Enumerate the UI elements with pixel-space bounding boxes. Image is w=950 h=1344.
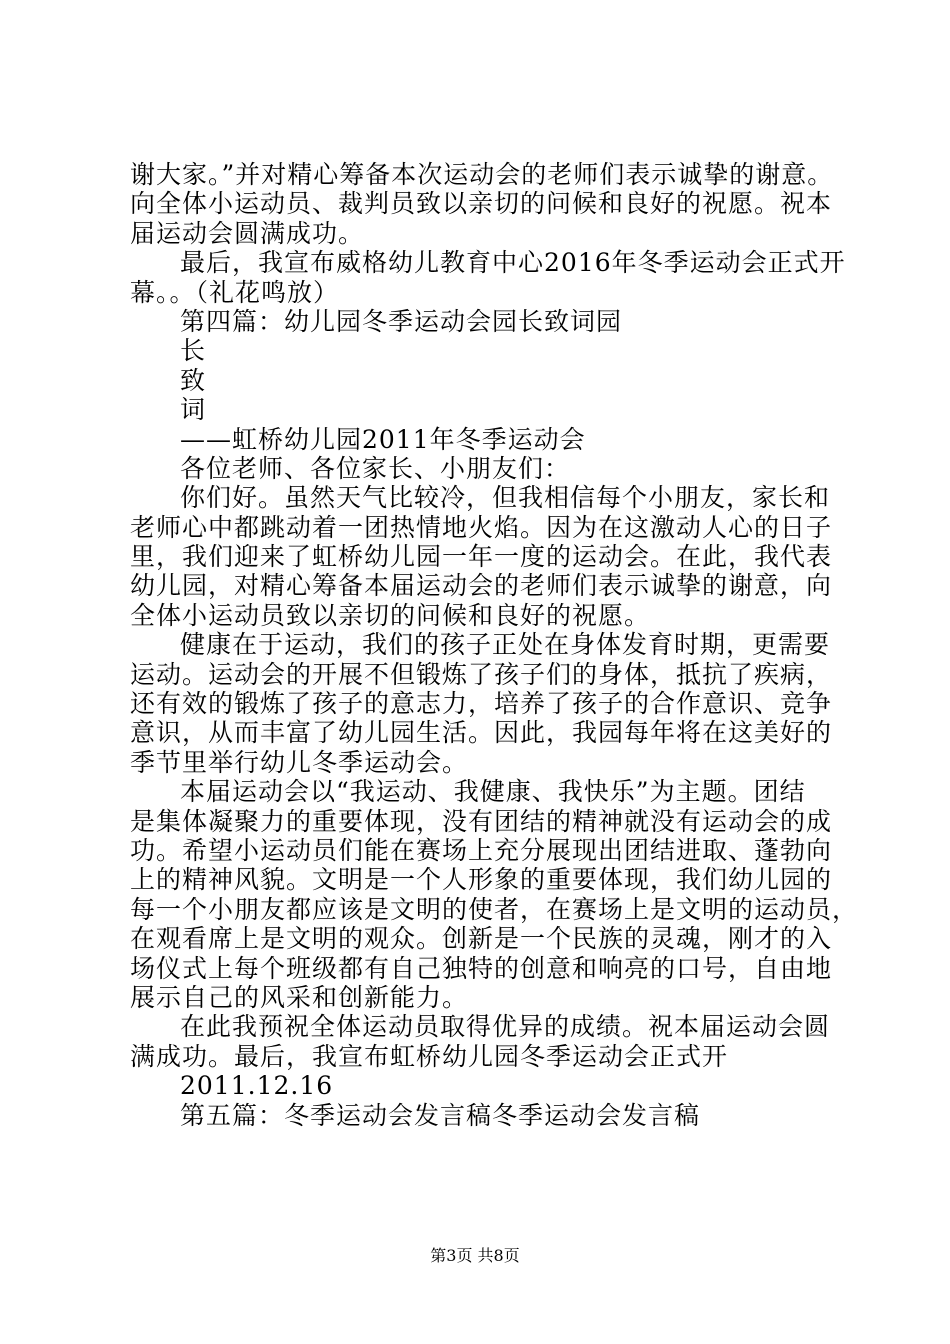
text-line: 幼儿园，对精心筹备本届运动会的老师们表示诚挚的谢意，向 — [130, 571, 833, 601]
text-line: 满成功。最后，我宣布虹桥幼儿园冬季运动会正式开 — [130, 1041, 729, 1071]
text-line: 意识，从而丰富了幼儿园生活。因此，我园每年将在这美好的 — [130, 718, 833, 748]
text-line: 致 — [180, 365, 207, 395]
text-line: 里，我们迎来了虹桥幼儿园一年一度的运动会。在此，我代表 — [130, 542, 833, 572]
text-line: 各位老师、各位家长、小朋友们： — [180, 453, 571, 483]
text-line: 幕。。（礼花鸣放） — [130, 277, 340, 307]
text-line: 本届运动会以“我运动、我健康、我快乐”为主题。团结 — [180, 777, 806, 807]
text-line: 还有效的锻炼了孩子的意志力，培养了孩子的合作意识、竞争 — [130, 689, 833, 719]
page-footer: 第3页 共8页 — [430, 1246, 520, 1265]
text-line: 长 — [180, 336, 207, 366]
text-line: 功。希望小运动员们能在赛场上充分展现出团结进取、蓬勃向 — [130, 835, 833, 865]
text-line: ——虹桥幼儿园2011年冬季运动会 — [180, 424, 586, 454]
text-line: 在此我预祝全体运动员取得优异的成绩。祝本届运动会圆 — [180, 1012, 831, 1042]
text-line: 运动。运动会的开展不但锻炼了孩子们的身体，抵抗了疾病， — [130, 659, 833, 689]
document-body — [130, 160, 859, 1130]
text-line: 每一个小朋友都应该是文明的使者，在赛场上是文明的运动员， — [130, 894, 859, 924]
text-line: 健康在于运动，我们的孩子正处在身体发育时期，更需要 — [180, 630, 831, 660]
text-line: 上的精神风貌。文明是一个人形象的重要体现，我们幼儿园的 — [130, 865, 833, 895]
text-line: 老师心中都跳动着一团热情地火焰。因为在这激动人心的日子 — [130, 512, 833, 542]
text-line: 2011.12.16 — [180, 1071, 334, 1101]
text-line: 全体小运动员致以亲切的问候和良好的祝愿。 — [130, 600, 651, 630]
text-line: 在观看席上是文明的观众。创新是一个民族的灵魂，刚才的入 — [130, 924, 833, 954]
text-line: 届运动会圆满成功。 — [130, 218, 365, 248]
text-line: 谢大家。”并对精心筹备本次运动会的老师们表示诚挚的谢意。 — [130, 160, 834, 189]
text-line: 展示自己的风采和创新能力。 — [130, 982, 469, 1012]
text-line: 你们好。虽然天气比较冷，但我相信每个小朋友，家长和 — [180, 483, 831, 513]
text-line: 季节里举行幼儿冬季运动会。 — [130, 747, 469, 777]
text-line: 第五篇：冬季运动会发言稿冬季运动会发言稿 — [180, 1100, 701, 1130]
text-line: 向全体小运动员、裁判员致以亲切的问候和良好的祝愿。祝本 — [130, 189, 833, 219]
text-line: 词 — [180, 395, 207, 425]
text-line: 是集体凝聚力的重要体现，没有团结的精神就没有运动会的成 — [130, 806, 833, 836]
text-line: 最后，我宣布威格幼儿教育中心2016年冬季运动会正式开 — [180, 248, 846, 278]
text-line: 第四篇：幼儿园冬季运动会园长致词园 — [180, 306, 623, 336]
text-line: 场仪式上每个班级都有自己独特的创意和响亮的口号，自由地 — [130, 953, 833, 983]
